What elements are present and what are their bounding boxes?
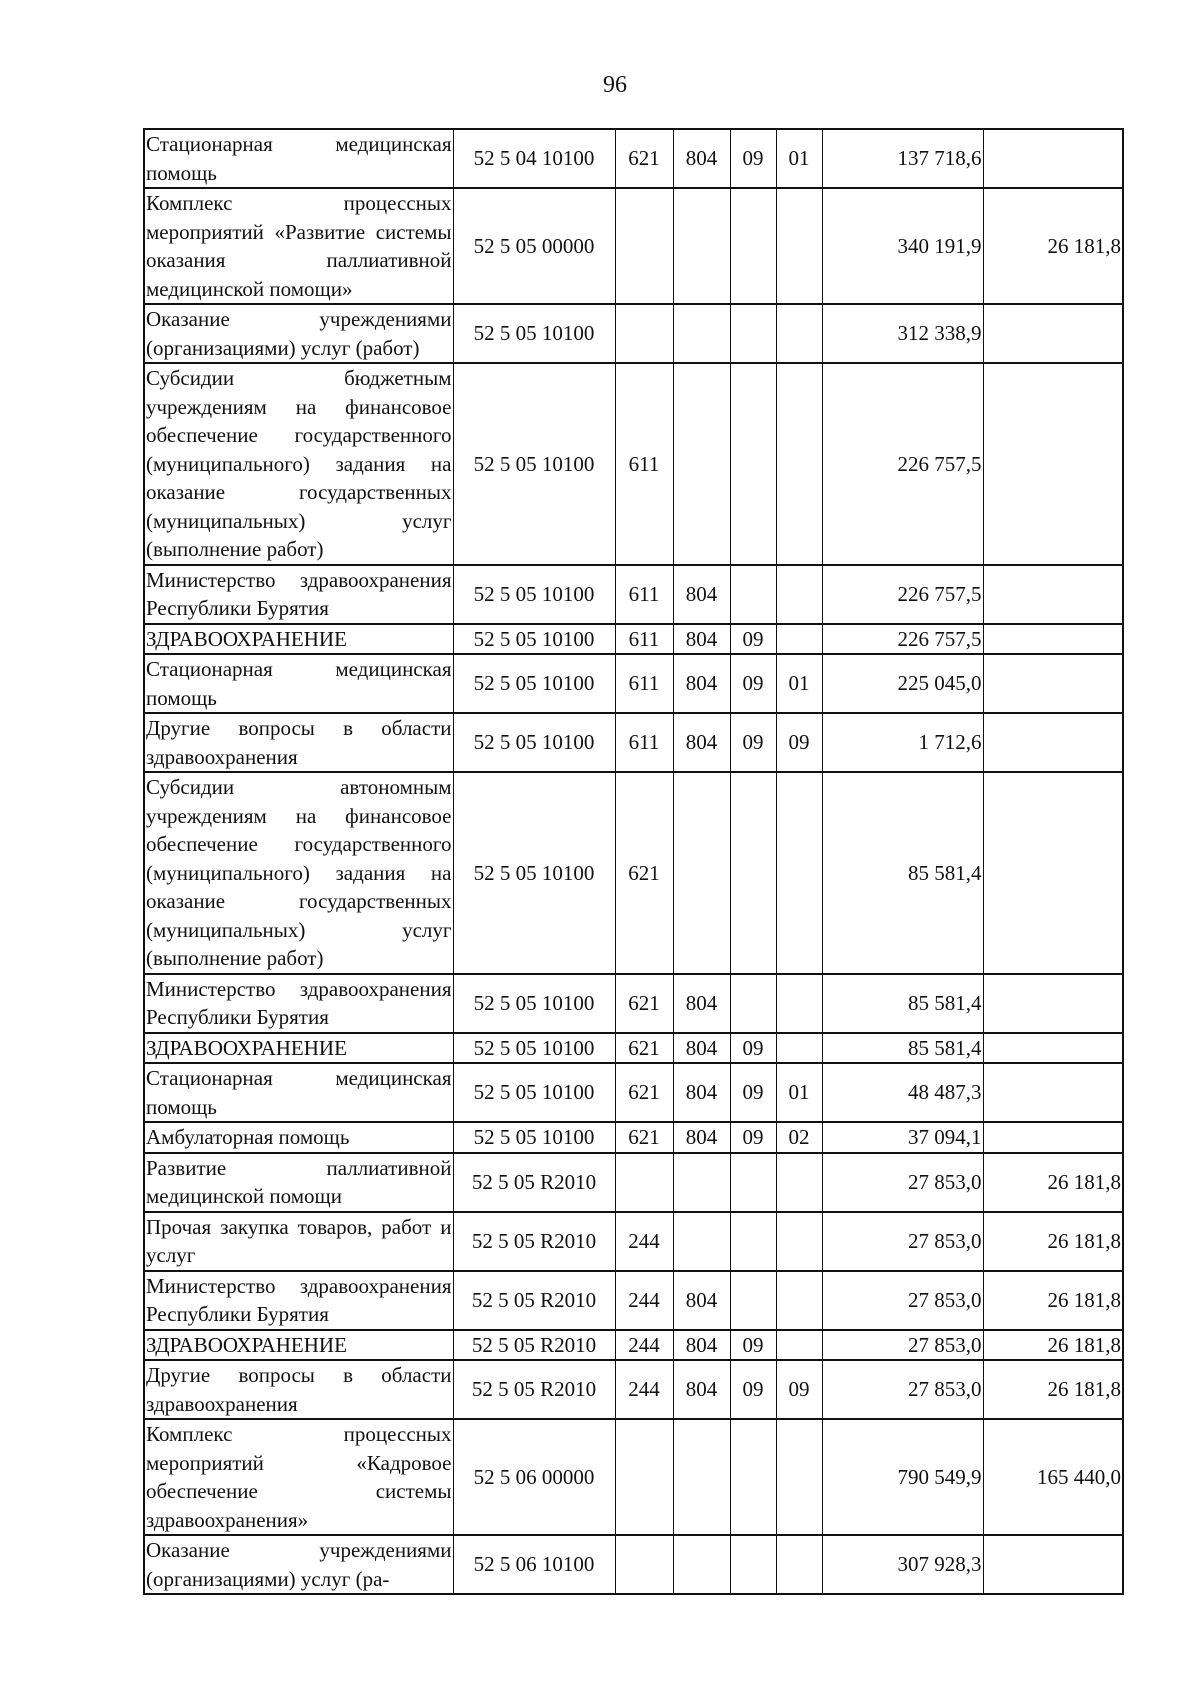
row-federal-amount: [983, 565, 1123, 624]
row-section: 09: [730, 624, 776, 655]
table-row: [144, 1212, 1123, 1271]
row-expense-type: [615, 304, 673, 363]
row-target-code: 52 5 05 R2010: [453, 1330, 615, 1361]
row-target-code: 52 5 05 10100: [453, 565, 615, 624]
row-target-code: 52 5 05 R2010: [453, 1360, 615, 1419]
row-federal-amount: [983, 129, 1123, 188]
row-target-code: 52 5 05 10100: [453, 1063, 615, 1122]
row-target-code: 52 5 04 10100: [453, 129, 615, 188]
row-amount: 85 581,4: [822, 974, 983, 1033]
row-section: [730, 188, 776, 304]
row-section: 09: [730, 1063, 776, 1122]
row-subsection: [776, 363, 822, 565]
table-row: [144, 363, 1123, 565]
row-federal-amount: 26 181,8: [983, 1271, 1123, 1330]
row-subsection: [776, 1330, 822, 1361]
row-federal-amount: [983, 974, 1123, 1033]
row-amount: 340 191,9: [822, 188, 983, 304]
table-row: [144, 974, 1123, 1033]
row-name: Комплекс процессных мероприятий «Развитие системы оказания паллиативной медицинской помощи»: [144, 188, 453, 304]
row-name: Оказание учреждениями (организациями) услуг (работ): [144, 304, 453, 363]
row-target-code: 52 5 05 R2010: [453, 1271, 615, 1330]
row-expense-type: 621: [615, 129, 673, 188]
row-amount: 226 757,5: [822, 624, 983, 655]
row-name: ЗДРАВООХРАНЕНИЕ: [144, 1330, 453, 1361]
row-subsection: 01: [776, 129, 822, 188]
row-target-code: 52 5 05 10100: [453, 363, 615, 565]
row-section: [730, 1535, 776, 1594]
row-ministry-code: 804: [673, 1063, 730, 1122]
table-row: [144, 1153, 1123, 1212]
table-row: [144, 188, 1123, 304]
row-expense-type: [615, 188, 673, 304]
row-federal-amount: 26 181,8: [983, 1360, 1123, 1419]
row-subsection: [776, 1419, 822, 1535]
row-ministry-code: [673, 1419, 730, 1535]
row-name: Министерство здравоохранения Республики Бурятия: [144, 1271, 453, 1330]
row-section: [730, 974, 776, 1033]
row-amount: 27 853,0: [822, 1330, 983, 1361]
row-ministry-code: 804: [673, 1122, 730, 1153]
row-ministry-code: 804: [673, 713, 730, 772]
row-section: [730, 565, 776, 624]
row-expense-type: 621: [615, 1063, 673, 1122]
row-amount: 226 757,5: [822, 565, 983, 624]
row-ministry-code: [673, 363, 730, 565]
row-amount: 790 549,9: [822, 1419, 983, 1535]
row-ministry-code: 804: [673, 654, 730, 713]
table-row: [144, 713, 1123, 772]
row-subsection: 09: [776, 1360, 822, 1419]
row-subsection: [776, 772, 822, 974]
row-name: Министерство здравоохранения Республики Бурятия: [144, 974, 453, 1033]
row-target-code: 52 5 05 10100: [453, 654, 615, 713]
row-subsection: [776, 1033, 822, 1064]
row-amount: 37 094,1: [822, 1122, 983, 1153]
row-name: Стационарная медицинская помощь: [144, 129, 453, 188]
row-federal-amount: [983, 1535, 1123, 1594]
row-expense-type: 621: [615, 1122, 673, 1153]
row-target-code: 52 5 05 10100: [453, 1122, 615, 1153]
row-name: Министерство здравоохранения Республики Бурятия: [144, 565, 453, 624]
row-name: Субсидии бюджетным учреждениям на финансовое обеспечение государственного (муниципального) задания на оказание государственных (муниципальных) услуг (выполнение работ): [144, 363, 453, 565]
row-federal-amount: 26 181,8: [983, 1153, 1123, 1212]
row-subsection: [776, 974, 822, 1033]
row-section: [730, 1419, 776, 1535]
row-amount: 312 338,9: [822, 304, 983, 363]
row-ministry-code: [673, 304, 730, 363]
row-ministry-code: 804: [673, 1271, 730, 1330]
row-amount: 27 853,0: [822, 1212, 983, 1271]
row-name: Другие вопросы в области здравоохранения: [144, 713, 453, 772]
row-target-code: 52 5 06 10100: [453, 1535, 615, 1594]
row-name: Прочая закупка товаров, работ и услуг: [144, 1212, 453, 1271]
row-subsection: [776, 565, 822, 624]
row-section: 09: [730, 129, 776, 188]
row-expense-type: 611: [615, 565, 673, 624]
row-expense-type: 244: [615, 1212, 673, 1271]
row-section: 09: [730, 713, 776, 772]
row-subsection: [776, 1271, 822, 1330]
row-subsection: [776, 304, 822, 363]
row-expense-type: 611: [615, 624, 673, 655]
row-target-code: 52 5 05 10100: [453, 772, 615, 974]
row-name: Развитие паллиативной медицинской помощи: [144, 1153, 453, 1212]
row-ministry-code: 804: [673, 129, 730, 188]
row-amount: 1 712,6: [822, 713, 983, 772]
row-amount: 48 487,3: [822, 1063, 983, 1122]
row-federal-amount: [983, 1122, 1123, 1153]
row-subsection: 09: [776, 713, 822, 772]
row-name: Субсидии автономным учреждениям на финансовое обеспечение государственного (муниципального) задания на оказание государственных (муниципальных) услуг (выполнение работ): [144, 772, 453, 974]
row-ministry-code: 804: [673, 1360, 730, 1419]
row-section: [730, 363, 776, 565]
table-row: [144, 1360, 1123, 1419]
row-section: 09: [730, 1360, 776, 1419]
row-federal-amount: [983, 624, 1123, 655]
row-section: [730, 1153, 776, 1212]
row-target-code: 52 5 05 R2010: [453, 1153, 615, 1212]
table-row: [144, 129, 1123, 188]
row-amount: 85 581,4: [822, 772, 983, 974]
row-subsection: [776, 188, 822, 304]
row-amount: 226 757,5: [822, 363, 983, 565]
row-subsection: [776, 1212, 822, 1271]
row-federal-amount: [983, 772, 1123, 974]
row-ministry-code: [673, 1212, 730, 1271]
table-row: [144, 624, 1123, 655]
row-section: [730, 1271, 776, 1330]
row-federal-amount: [983, 363, 1123, 565]
row-target-code: 52 5 05 R2010: [453, 1212, 615, 1271]
table-body: [144, 129, 1123, 1594]
row-ministry-code: [673, 1535, 730, 1594]
row-section: [730, 772, 776, 974]
table-row: [144, 1419, 1123, 1535]
row-target-code: 52 5 06 00000: [453, 1419, 615, 1535]
row-federal-amount: 165 440,0: [983, 1419, 1123, 1535]
table-row: [144, 1330, 1123, 1361]
row-expense-type: 611: [615, 713, 673, 772]
table-row: [144, 1033, 1123, 1064]
row-name: Амбулаторная помощь: [144, 1122, 453, 1153]
row-federal-amount: 26 181,8: [983, 188, 1123, 304]
row-subsection: 02: [776, 1122, 822, 1153]
row-expense-type: 244: [615, 1330, 673, 1361]
row-section: [730, 1212, 776, 1271]
row-target-code: 52 5 05 10100: [453, 1033, 615, 1064]
row-federal-amount: [983, 1033, 1123, 1064]
row-ministry-code: 804: [673, 974, 730, 1033]
row-ministry-code: [673, 1153, 730, 1212]
row-target-code: 52 5 05 10100: [453, 713, 615, 772]
row-amount: 27 853,0: [822, 1271, 983, 1330]
row-target-code: 52 5 05 10100: [453, 624, 615, 655]
row-ministry-code: 804: [673, 565, 730, 624]
page-number: 96: [603, 72, 627, 98]
row-expense-type: [615, 1535, 673, 1594]
row-federal-amount: [983, 713, 1123, 772]
row-expense-type: 611: [615, 654, 673, 713]
table-row: [144, 1122, 1123, 1153]
row-name: Другие вопросы в области здравоохранения: [144, 1360, 453, 1419]
table-row: [144, 772, 1123, 974]
row-subsection: [776, 624, 822, 655]
row-ministry-code: [673, 188, 730, 304]
table-row: [144, 565, 1123, 624]
row-amount: 137 718,6: [822, 129, 983, 188]
row-amount: 225 045,0: [822, 654, 983, 713]
budget-table: [143, 128, 1124, 1595]
row-expense-type: 621: [615, 974, 673, 1033]
row-expense-type: [615, 1419, 673, 1535]
row-amount: 307 928,3: [822, 1535, 983, 1594]
row-name: ЗДРАВООХРАНЕНИЕ: [144, 624, 453, 655]
row-federal-amount: [983, 654, 1123, 713]
table-row: [144, 1535, 1123, 1594]
row-section: [730, 304, 776, 363]
row-name: ЗДРАВООХРАНЕНИЕ: [144, 1033, 453, 1064]
table-row: [144, 304, 1123, 363]
row-name: Оказание учреждениями (организациями) услуг (ра-: [144, 1535, 453, 1594]
row-ministry-code: [673, 772, 730, 974]
row-target-code: 52 5 05 10100: [453, 304, 615, 363]
row-expense-type: 611: [615, 363, 673, 565]
row-subsection: [776, 1535, 822, 1594]
row-subsection: [776, 1153, 822, 1212]
row-section: 09: [730, 654, 776, 713]
row-name: Стационарная медицинская помощь: [144, 1063, 453, 1122]
row-federal-amount: 26 181,8: [983, 1330, 1123, 1361]
row-expense-type: [615, 1153, 673, 1212]
table-row: [144, 654, 1123, 713]
row-section: 09: [730, 1033, 776, 1064]
row-name: Стационарная медицинская помощь: [144, 654, 453, 713]
row-federal-amount: [983, 304, 1123, 363]
row-target-code: 52 5 05 00000: [453, 188, 615, 304]
row-name: Комплекс процессных мероприятий «Кадровое обеспечение системы здравоохранения»: [144, 1419, 453, 1535]
row-amount: 85 581,4: [822, 1033, 983, 1064]
row-federal-amount: [983, 1063, 1123, 1122]
row-ministry-code: 804: [673, 1033, 730, 1064]
row-ministry-code: 804: [673, 1330, 730, 1361]
row-subsection: 01: [776, 1063, 822, 1122]
table-row: [144, 1063, 1123, 1122]
row-expense-type: 244: [615, 1360, 673, 1419]
row-expense-type: 621: [615, 772, 673, 974]
row-ministry-code: 804: [673, 624, 730, 655]
row-target-code: 52 5 05 10100: [453, 974, 615, 1033]
row-expense-type: 244: [615, 1271, 673, 1330]
row-expense-type: 621: [615, 1033, 673, 1064]
row-amount: 27 853,0: [822, 1360, 983, 1419]
row-section: 09: [730, 1122, 776, 1153]
row-subsection: 01: [776, 654, 822, 713]
row-amount: 27 853,0: [822, 1153, 983, 1212]
row-federal-amount: 26 181,8: [983, 1212, 1123, 1271]
row-section: 09: [730, 1330, 776, 1361]
table-row: [144, 1271, 1123, 1330]
